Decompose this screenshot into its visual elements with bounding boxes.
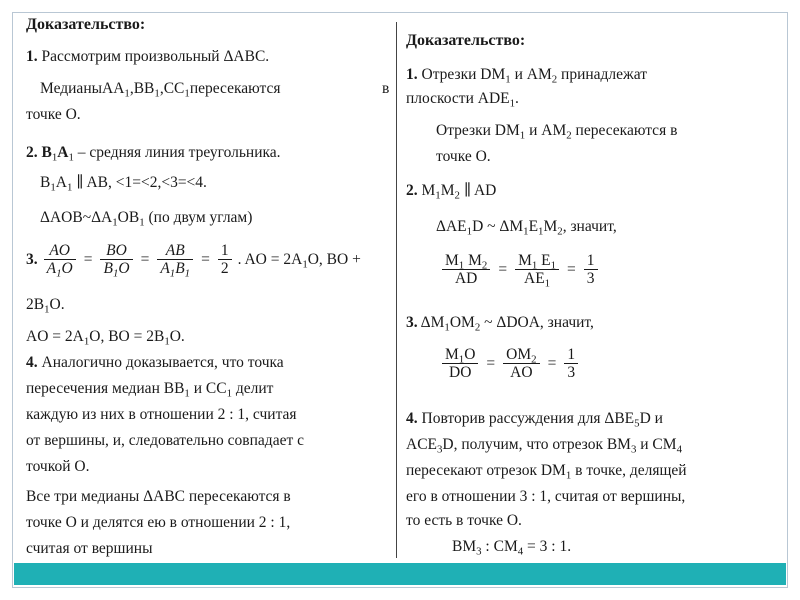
- sub: 1: [164, 335, 170, 348]
- left-step-4-line-3: каждую из них в отношении 2 : 1, считая: [26, 406, 297, 423]
- text: B: [40, 174, 51, 191]
- sub: 1: [184, 267, 191, 280]
- sub: 1: [458, 353, 465, 366]
- left-medians-line: [40, 80, 280, 98]
- sub: 1: [139, 216, 145, 229]
- text: O, BO +: [307, 250, 361, 268]
- numerator: [442, 252, 490, 270]
- sub: 1: [68, 151, 74, 164]
- fraction: [503, 346, 539, 381]
- sub: 1: [112, 216, 118, 229]
- sub: 5: [634, 417, 640, 430]
- denominator: DO: [449, 364, 472, 381]
- left-step-3-label: 3.: [26, 250, 38, 268]
- sub: 1: [154, 87, 160, 100]
- text: OM: [506, 346, 532, 363]
- text: OM: [449, 314, 475, 331]
- right-step-1-line-1: [406, 66, 647, 84]
- equals-sign: =: [486, 354, 496, 372]
- text: E: [528, 218, 539, 235]
- sub: 1: [44, 303, 50, 316]
- left-step-4-line-1: [26, 354, 284, 372]
- left-ratio-equation: [26, 242, 361, 280]
- text: Медианы: [40, 80, 103, 97]
- text: D и: [639, 410, 663, 427]
- right-step-3-line: [406, 314, 594, 332]
- text: – средняя линия треугольника.: [73, 144, 281, 161]
- text: AE: [524, 270, 545, 287]
- left-medians-in: в: [382, 80, 390, 97]
- right-step-4-line-1: [406, 410, 663, 428]
- left-conclusion-line-3: считая от вершины: [26, 540, 153, 557]
- text: .: [515, 90, 519, 107]
- text: 2B: [26, 296, 45, 313]
- sub: 1: [565, 469, 572, 482]
- sub: 1: [51, 151, 58, 164]
- denominator: 2: [220, 260, 229, 277]
- sub: 1: [226, 387, 232, 400]
- text: O.: [169, 328, 185, 345]
- text: ∥ AD: [459, 182, 497, 199]
- sub: 1: [523, 225, 529, 238]
- right-step-2-line: [406, 182, 496, 200]
- equals-sign: =: [140, 250, 150, 268]
- text: ,CC: [159, 80, 185, 97]
- fraction: [442, 346, 478, 381]
- sub: 1: [458, 259, 465, 272]
- left-ratio-tail: [238, 251, 361, 269]
- sub: 4: [517, 545, 524, 558]
- text: = 3 : 1.: [523, 538, 572, 555]
- right-step-4-result: [452, 538, 571, 556]
- left-step-4-label: 4.: [26, 354, 38, 371]
- text: OB: [117, 209, 140, 226]
- right-step-3-label: 3.: [406, 314, 418, 331]
- sub: 1: [519, 129, 526, 142]
- sub: 2: [531, 353, 537, 366]
- denominator: [44, 260, 76, 280]
- text: D ~ ΔM: [472, 218, 524, 235]
- left-conclusion-line-2: точке O и делятся ею в отношении 2 : 1,: [26, 514, 291, 531]
- text: пересекаются: [189, 80, 281, 97]
- text: D, получим, что отрезок BM: [442, 436, 631, 453]
- text: AA: [102, 80, 125, 97]
- text: M: [421, 182, 436, 199]
- text: и AM: [525, 122, 567, 139]
- fraction: [44, 242, 76, 280]
- text: Отрезки DM: [421, 66, 506, 83]
- sub: 1: [509, 97, 516, 110]
- denominator: 3: [586, 270, 595, 287]
- sub: 2: [481, 259, 488, 272]
- fraction: [564, 346, 578, 381]
- numerator: [515, 252, 559, 270]
- numerator: [503, 346, 539, 364]
- text: AO = 2A: [26, 328, 84, 345]
- sub: 3: [630, 443, 637, 456]
- fraction: [515, 252, 559, 290]
- fraction: [218, 242, 232, 277]
- text: M: [464, 252, 482, 269]
- text: ΔAOB~ΔA: [40, 209, 113, 226]
- sub: 1: [169, 267, 176, 280]
- left-step-1-label: 1.: [26, 48, 38, 65]
- numerator: BO: [100, 242, 132, 260]
- sub: 1: [550, 259, 557, 272]
- right-step-2-label: 2.: [406, 182, 418, 199]
- text: O: [61, 260, 73, 277]
- text: в точке, делящей: [571, 462, 687, 479]
- sub: 1: [505, 73, 511, 86]
- sub: 1: [435, 189, 441, 202]
- numerator: 1: [584, 252, 598, 270]
- text: B: [175, 260, 185, 277]
- text: пересекаются в: [571, 122, 678, 139]
- text: . AO = 2A: [237, 250, 303, 268]
- equals-sign: =: [83, 250, 93, 268]
- text: B: [41, 144, 52, 161]
- text: и CM: [636, 436, 677, 453]
- left-step-4-line-4: от вершины, и, следовательно совпадает с: [26, 432, 304, 449]
- text: O.: [49, 296, 65, 313]
- sub: 2: [557, 225, 563, 238]
- sub: 1: [83, 335, 90, 348]
- equals-sign: =: [567, 260, 576, 278]
- sub: 1: [544, 277, 551, 290]
- text: ΔAE: [436, 218, 467, 235]
- text: O, BO = 2B: [89, 328, 165, 345]
- text: ~ ΔDOA, значит,: [480, 314, 594, 331]
- right-step-1-line-2: [406, 90, 519, 108]
- sub: 2: [551, 73, 558, 86]
- right-step-1-label: 1.: [406, 66, 418, 83]
- numerator: 1: [218, 242, 232, 260]
- text: M: [445, 346, 459, 363]
- text: M: [518, 252, 532, 269]
- denominator: AD: [454, 270, 478, 287]
- left-step-1-text: Рассмотрим произвольный ΔABC.: [41, 48, 270, 65]
- text: , значит,: [562, 218, 617, 235]
- text: M: [445, 252, 459, 269]
- text: ,BB: [129, 80, 155, 97]
- right-step-4-line-4: его в отношении 3 : 1, считая от вершины,: [406, 488, 686, 505]
- numerator: [442, 346, 478, 364]
- numerator: AB: [157, 242, 193, 260]
- numerator: AO: [44, 242, 76, 260]
- right-step-4-line-3: [406, 462, 687, 480]
- fraction: [442, 252, 490, 287]
- left-ratio-line-2: [26, 296, 65, 314]
- right-step-3-equation: [440, 346, 580, 381]
- numerator: 1: [564, 346, 578, 364]
- text: A: [55, 174, 67, 191]
- sub: 1: [56, 267, 62, 280]
- left-conclusion-line-1: Все три медианы ΔABC пересекаются в: [26, 488, 291, 505]
- text: A: [46, 260, 57, 277]
- sub: 1: [531, 259, 538, 272]
- left-ratio-result: [26, 328, 185, 346]
- sub: 1: [184, 387, 190, 400]
- right-step-4-line-5: то есть в точке O.: [406, 512, 522, 529]
- text: пересекают отрезок DM: [406, 462, 566, 479]
- right-step-4-line-2: [406, 436, 682, 454]
- text: A: [160, 260, 170, 277]
- text: и CC: [189, 380, 227, 397]
- text: BM: [452, 538, 477, 555]
- text: A: [57, 144, 69, 161]
- right-step-1-line-4: точке O.: [436, 148, 491, 165]
- denominator: [157, 260, 193, 280]
- sub: 1: [466, 225, 473, 238]
- left-step-4-line-2: [26, 380, 273, 398]
- denominator: [100, 260, 132, 280]
- text: ACE: [406, 436, 437, 453]
- right-step-2-similar: [436, 218, 617, 236]
- fraction: [157, 242, 193, 280]
- fraction: [584, 252, 598, 287]
- text: M: [440, 182, 455, 199]
- sub: 3: [437, 443, 443, 456]
- left-point-o: точке O.: [26, 106, 81, 123]
- left-title: Доказательство:: [26, 16, 146, 33]
- sub: 1: [124, 87, 130, 100]
- text: пересечения медиан BB: [26, 380, 185, 397]
- text: принадлежат: [557, 66, 648, 83]
- text: Аналогично доказывается, что точка: [41, 354, 284, 371]
- text: O: [464, 346, 476, 363]
- denominator: AO: [510, 364, 533, 381]
- left-step-2-label: 2.: [26, 144, 38, 161]
- right-step-2-equation: [440, 252, 600, 290]
- equals-sign: =: [498, 260, 508, 278]
- slide: [14, 14, 786, 564]
- left-step-1: [26, 48, 269, 66]
- sub: 1: [66, 181, 73, 194]
- denominator: [515, 270, 559, 290]
- text: B: [103, 260, 113, 277]
- sub: 1: [302, 257, 308, 270]
- sub: 1: [50, 181, 56, 194]
- right-step-1-line-3: [436, 122, 677, 140]
- sub: 2: [566, 129, 572, 142]
- sub: 3: [476, 545, 482, 558]
- left-similar-line: [40, 209, 252, 227]
- equals-sign: =: [547, 354, 557, 372]
- text: O: [118, 260, 130, 277]
- text: ∥ AB, <1=<2,<3=<4.: [72, 174, 207, 191]
- sub: 1: [112, 267, 119, 280]
- sub: 2: [474, 321, 481, 334]
- text: ΔM: [417, 314, 445, 331]
- sub: 1: [538, 225, 544, 238]
- text: E: [537, 252, 551, 269]
- text: (по двум углам): [144, 209, 253, 226]
- sub: 2: [454, 189, 460, 202]
- column-divider: [396, 22, 397, 558]
- text: : CM: [481, 538, 518, 555]
- footer-band: [14, 563, 786, 585]
- denominator: 3: [567, 364, 576, 381]
- fraction: [100, 242, 132, 280]
- text: и AM: [510, 66, 552, 83]
- sub: 1: [184, 87, 190, 100]
- right-title: Доказательство:: [406, 32, 526, 49]
- right-step-4-label: 4.: [406, 410, 418, 427]
- sub: 4: [676, 443, 682, 456]
- text: плоскости ADE: [406, 90, 510, 107]
- equals-sign: =: [201, 250, 210, 268]
- text: Повторив рассуждения для ΔBE: [417, 410, 635, 427]
- left-step-4-line-5: точкой O.: [26, 458, 90, 475]
- left-parallel-line: [40, 174, 207, 192]
- text: M: [543, 218, 558, 235]
- text: делит: [232, 380, 274, 397]
- left-step-2: [26, 144, 281, 162]
- sub: 1: [444, 321, 450, 334]
- text: Отрезки DM: [436, 122, 520, 139]
